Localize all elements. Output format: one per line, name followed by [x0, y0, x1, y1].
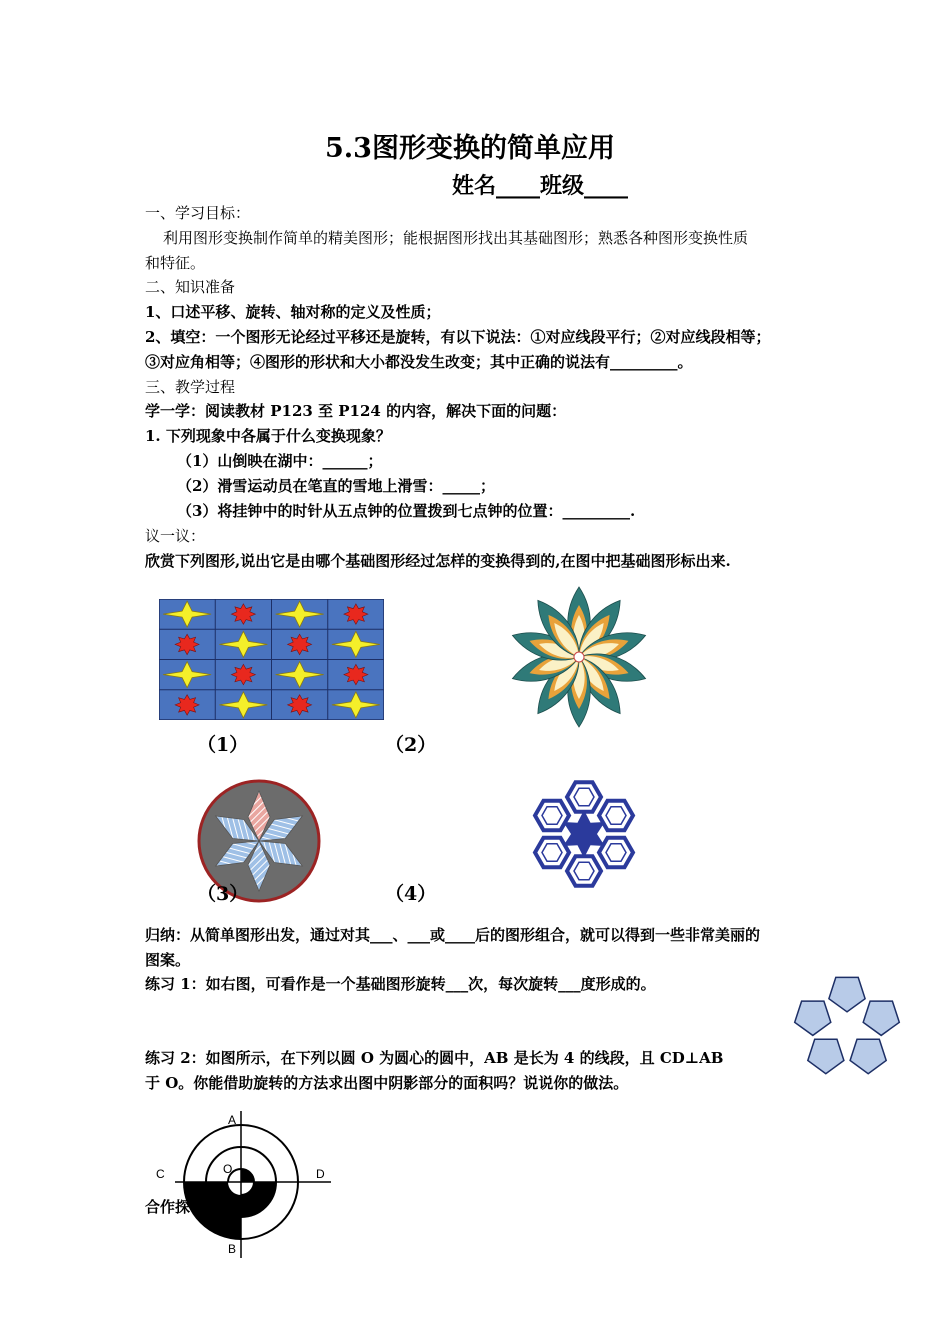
label-d: D — [316, 1167, 325, 1181]
sun-tile — [288, 634, 312, 654]
pentagon-piece — [863, 1001, 899, 1035]
inner-hexagon — [574, 862, 594, 879]
circle-diagram — [150, 1108, 340, 1260]
label-c: C — [156, 1167, 165, 1181]
goals-line-1: 利用图形变换制作简单的精美图形；能根据图形找出其基础图形；熟悉各种图形变换性质 — [163, 229, 749, 247]
discuss-line: 议一议： — [145, 527, 206, 545]
inner-hexagon — [542, 807, 562, 824]
caption-2: （2） — [385, 734, 437, 756]
caption-3: （3） — [197, 883, 249, 905]
label-o: O — [223, 1162, 233, 1176]
sun-tile — [175, 634, 199, 654]
pentagon-piece — [829, 977, 865, 1011]
pentagon-piece — [850, 1039, 886, 1073]
exercise-1: 练习 1：如右图，可看作是一个基础图形旋转___次，每次旋转___度形成的。 — [145, 975, 656, 993]
prep-item-1: 1、口述平移、旋转、轴对称的定义及性质； — [145, 303, 441, 321]
prep-item-2a: 2、填空：一个图形无论经过平移还是旋转，有以下说法：①对应线段平行；②对应线段相等； — [145, 328, 771, 346]
pentagon-piece — [808, 1039, 844, 1073]
summary-line-1: 归纳：从简单图形出发，通过对其___、___或____后的图形组合，就可以得到一些非常美丽的 — [145, 926, 761, 944]
inner-hexagon — [542, 844, 562, 861]
prep-item-2b: ③对应角相等；④图形的形状和大小都没发生改变；其中正确的说法有_________。 — [145, 353, 693, 371]
summary-line-2: 图案。 — [145, 951, 191, 969]
figure-4-hexagon-star — [520, 778, 648, 890]
inner-hexagon — [574, 788, 594, 805]
pentagon-piece — [795, 1001, 831, 1035]
question-1: 1. 下列现象中各属于什么变换现象？ — [145, 427, 391, 445]
caption-4: （4） — [385, 883, 437, 905]
figure-1-tile-pattern — [159, 599, 384, 720]
sun-tile — [344, 604, 368, 624]
sun-tile — [231, 664, 255, 684]
goals-line-2: 和特征。 — [145, 254, 206, 272]
page-title: 5.3图形变换的简单应用 — [325, 133, 615, 164]
cooperate-line: 合作探 — [145, 1198, 191, 1216]
question-1b: （2）滑雪运动员在笔直的雪地上滑雪：_____； — [177, 477, 495, 495]
outer-hexagon — [599, 838, 633, 867]
label-a: A — [228, 1113, 237, 1127]
process-heading: 三、教学过程 — [145, 378, 236, 396]
caption-1: （1） — [197, 734, 249, 756]
sun-tile — [288, 695, 312, 715]
exercise-2b: 于 O。你能借助旋转的方法求出图中阴影部分的面积吗？说说你的做法。 — [145, 1074, 629, 1092]
label-b: B — [228, 1242, 237, 1256]
goals-heading: 一、学习目标： — [145, 204, 251, 222]
sun-tile — [344, 664, 368, 684]
sun-tile — [231, 604, 255, 624]
figure-2-rosette — [508, 586, 650, 728]
outer-hexagon — [567, 856, 601, 885]
outer-hexagon — [535, 838, 569, 867]
learn-line: 学一学：阅读教材 P123 至 P124 的内容，解决下面的问题： — [145, 402, 567, 420]
appreciate-line: 欣赏下列图形,说出它是由哪个基础图形经过怎样的变换得到的,在图中把基础图形标出来. — [145, 552, 731, 570]
outer-hexagon — [567, 782, 601, 811]
outer-hexagon — [599, 801, 633, 830]
inner-hexagon — [606, 807, 626, 824]
outer-hexagon — [535, 801, 569, 830]
name-class-line: 姓名____班级____ — [452, 173, 629, 199]
pentagon-ring-figure — [775, 970, 919, 1080]
question-1c: （3）将挂钟中的时针从五点钟的位置拨到七点钟的位置：_________. — [177, 502, 636, 520]
exercise-2a: 练习 2：如图所示，在下列以圆 O 为圆心的圆中，AB 是长为 4 的线段，且 CD⊥AB — [145, 1049, 724, 1067]
prep-heading: 二、知识准备 — [145, 278, 236, 296]
question-1a: （1）山倒映在湖中：______； — [177, 452, 383, 470]
sun-tile — [175, 695, 199, 715]
inner-hexagon — [606, 844, 626, 861]
